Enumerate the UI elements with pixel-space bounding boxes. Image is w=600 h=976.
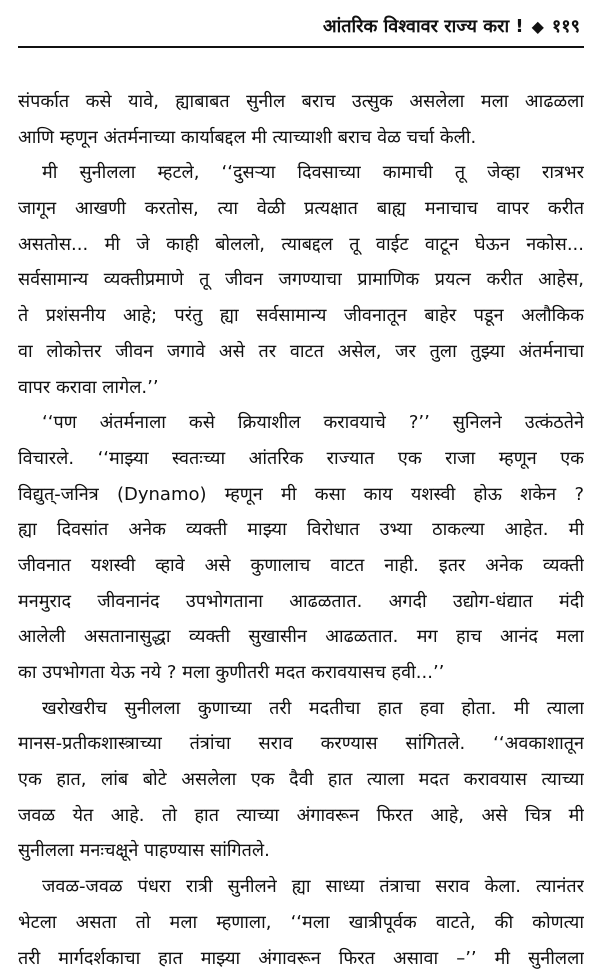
text-line: वापर करावा लागेल.’’ [18, 370, 584, 406]
text-line: सुनीलला मनःचक्षूने पाहण्यास सांगितले. [18, 833, 584, 869]
text-line: विद्युत्-जनित्र (Dynamo) म्हणून मी कसा काय यशस्वी होऊ शकेन ? [18, 477, 584, 513]
text-line: भेटला असता तो मला म्हणाला, ‘‘मला खात्रीपूर्वक वाटते, की कोणत्या [18, 905, 584, 941]
text-line: जवळ-जवळ पंधरा रात्री सुनीलने ह्या साध्या तंत्राचा सराव केला. त्यानंतर [18, 869, 584, 905]
body-text [18, 84, 584, 976]
text-line: ‘‘पण अंतर्मनाला कसे क्रियाशील करावयाचे ?’’ सुनिलने उत्कंठतेने [18, 405, 584, 441]
text-line: जवळ येत आहे. तो हात त्याच्या अंगावरून फिरत आहे, असे चित्र मी [18, 798, 584, 834]
text-line: ते प्रशंसनीय आहे; परंतु ह्या सर्वसामान्य जीवनातून बाहेर पडून अलौकिक [18, 298, 584, 334]
text-line: मानस-प्रतीकशास्त्राच्या तंत्रांचा सराव करण्यास सांगितले. ‘‘अवकाशातून [18, 726, 584, 762]
text-line: वा लोकोत्तर जीवन जगावे असे तर वाटत असेल, जर तुला तुझ्या अंतर्मनाचा [18, 334, 584, 370]
text-line: सर्वसामान्य व्यक्तीप्रमाणे तू जीवन जगण्याचा प्रामाणिक प्रयत्न करीत आहेस, [18, 262, 584, 298]
running-head [323, 14, 580, 38]
text-line: असतोस... मी जे काही बोललो, त्याबद्दल तू वाईट वाटून घेऊन नकोस... [18, 227, 584, 263]
text-line: जीवनात यशस्वी व्हावे असे कुणालाच वाटत नाही. इतर अनेक व्यक्ती [18, 548, 584, 584]
text-line: जागून आखणी करतोस, त्या वेळी प्रत्यक्षात बाह्य मनाचाच वापर करीत [18, 191, 584, 227]
text-line: आलेली असतानासुद्धा व्यक्ती सुखासीन आढळतात. मग हाच आनंद मला [18, 619, 584, 655]
header-rule [18, 46, 584, 48]
text-line: का उपभोगता येऊ नये ? मला कुणीतरी मदत करावयासच हवी...’’ [18, 655, 584, 691]
text-line: खरोखरीच सुनीलला कुणाच्या तरी मदतीचा हात हवा होता. मी त्याला [18, 691, 584, 727]
text-line: विचारले. ‘‘माझ्या स्वतःच्या आंतरिक राज्यात एक राजा म्हणून एक [18, 441, 584, 477]
chapter-title: आंतरिक विश्वावर राज्य करा ! [323, 14, 524, 38]
text-line: तरी मार्गदर्शकाचा हात माझ्या अंगावरून फिरत असावा –’’ मी सुनीलला [18, 941, 584, 976]
text-line: मी सुनीलला म्हटले, ‘‘दुसऱ्या दिवसाच्या कामाची तू जेव्हा रात्रभर [18, 155, 584, 191]
diamond-separator-icon: ◆ [532, 17, 544, 36]
text-line: आणि म्हणून अंतर्मनाच्या कार्याबद्दल मी त्याच्याशी बराच वेळ चर्चा केली. [18, 120, 584, 156]
page-number: ११९ [552, 14, 580, 38]
text-line: मनमुराद जीवनानंद उपभोगताना आढळतात. अगदी उद्योग-धंद्यात मंदी [18, 584, 584, 620]
text-line: एक हात, लांब बोटे असलेला एक दैवी हात त्याला मदत करावयास त्याच्या [18, 762, 584, 798]
text-line: ह्या दिवसांत अनेक व्यक्ती माझ्या विरोधात उभ्या ठाकल्या आहेत. मी [18, 512, 584, 548]
text-line: संपर्कात कसे यावे, ह्याबाबत सुनील बराच उत्सुक असलेला मला आढळला [18, 84, 584, 120]
